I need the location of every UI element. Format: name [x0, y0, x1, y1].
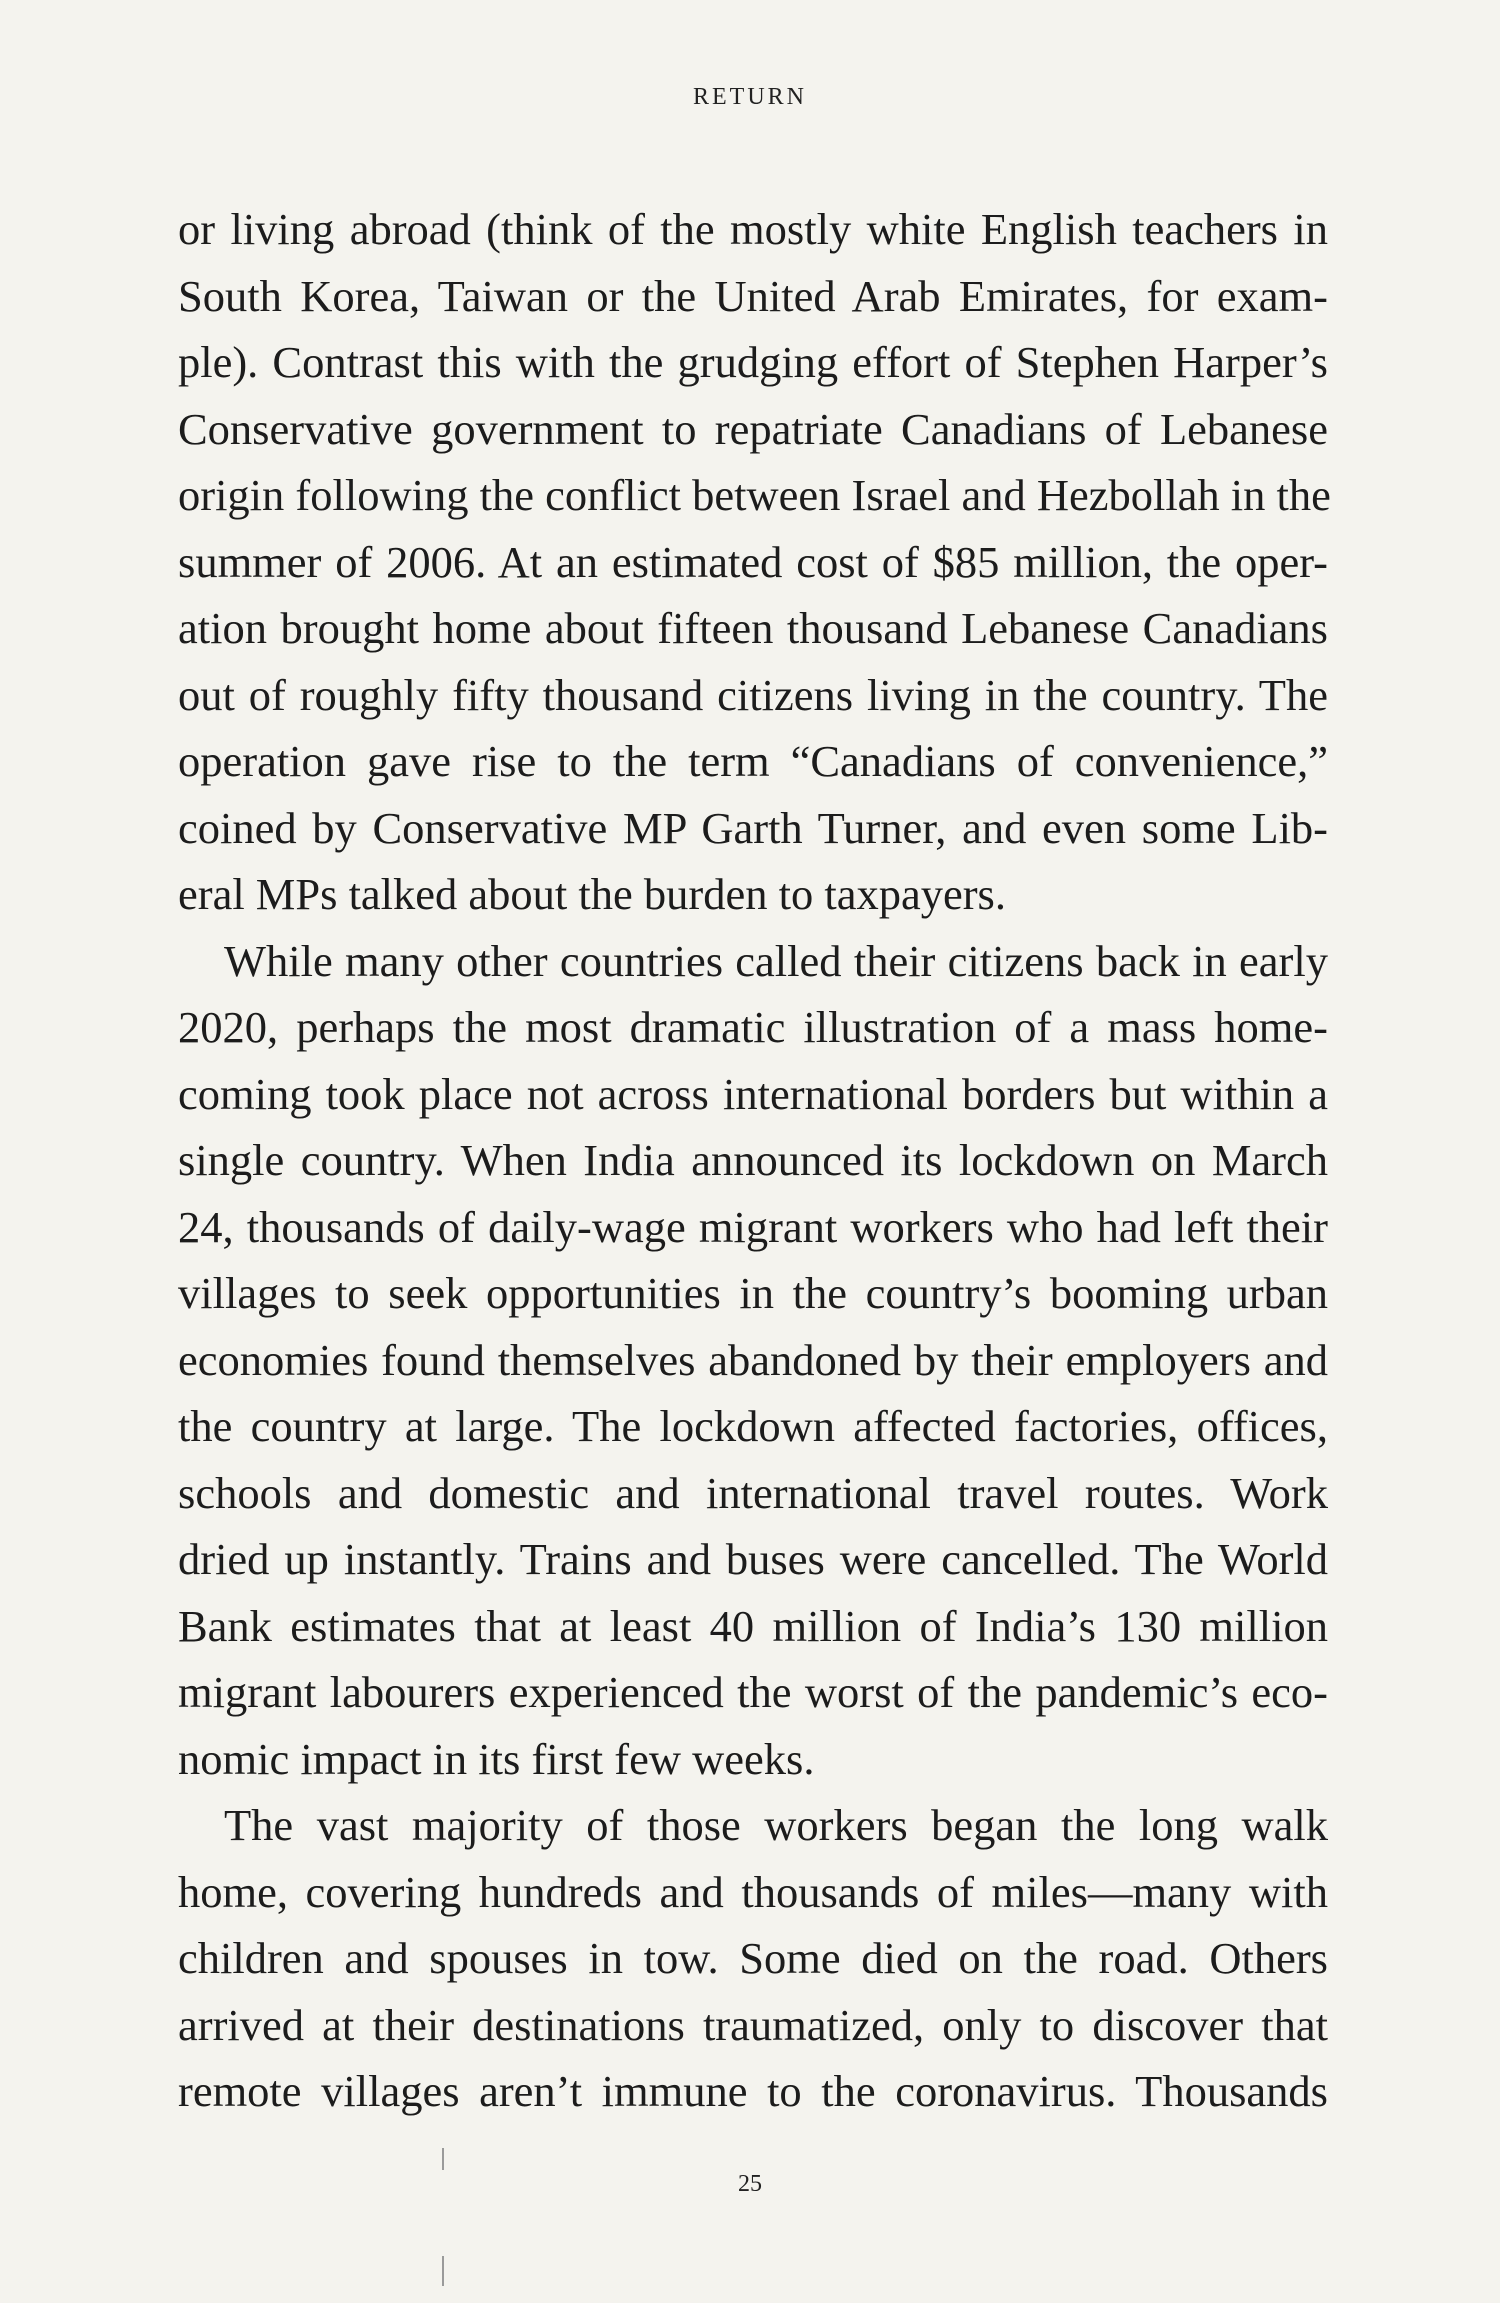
text-line: out of roughly fifty thousand citizens living in the country. The	[178, 669, 1328, 720]
text-line: home, covering hundreds and thousands of miles—many with	[178, 1866, 1328, 1917]
text-line: schools and domestic and international travel routes. Work	[178, 1467, 1328, 1518]
text-line: eral MPs talked about the burden to taxpayers.	[178, 869, 1006, 919]
text-line: summer of 2006. At an estimated cost of $85 million, the oper-	[178, 536, 1328, 587]
paragraph-1	[178, 196, 1331, 928]
text-line: coined by Conservative MP Garth Turner, and even some Lib-	[178, 802, 1328, 853]
text-line: While many other countries called their citizens back in early	[224, 935, 1328, 986]
paragraph-3	[178, 1792, 1328, 2125]
text-line: or living abroad (think of the mostly white English teachers in	[178, 204, 1328, 254]
text-line: children and spouses in tow. Some died on the road. Others	[178, 1933, 1328, 1983]
text-line: remote villages aren’t immune to the coronavirus. Thousands	[178, 2066, 1328, 2116]
text-line: nomic impact in its first few weeks.	[178, 1733, 815, 1784]
text-line: dried up instantly. Trains and buses were cancelled. The World	[178, 1534, 1328, 1584]
running-head: RETURN	[693, 84, 807, 110]
text-line: single country. When India announced its lockdown on March	[178, 1135, 1328, 1185]
text-line: Bank estimates that at least 40 million of India’s 130 million	[178, 1600, 1328, 1651]
text-line: economies found themselves abandoned by their employers and	[178, 1334, 1328, 1385]
text-line: ation brought home about fifteen thousand Lebanese Canadians	[178, 603, 1328, 653]
text-line: coming took place not across international borders but within a	[178, 1068, 1328, 1119]
body-text	[178, 196, 1331, 2125]
text-line: 24, thousands of daily-wage migrant workers who had left their	[178, 1201, 1328, 1252]
text-line: arrived at their destinations traumatized, only to discover that	[178, 1999, 1328, 2050]
text-line: the country at large. The lockdown affected factories, offices,	[178, 1401, 1328, 1451]
scan-artifact-mark	[442, 2148, 444, 2170]
text-line: The vast majority of those workers began the long walk	[224, 1800, 1328, 1850]
page-number: 25	[738, 2171, 762, 2197]
text-line: Conservative government to repatriate Canadians of Lebanese	[178, 403, 1328, 454]
text-line: villages to seek opportunities in the country’s booming urban	[178, 1268, 1328, 1318]
text-line: origin following the conflict between Israel and Hezbollah in the	[178, 470, 1331, 520]
text-line: 2020, perhaps the most dramatic illustration of a mass home-	[178, 1002, 1328, 1052]
text-line: migrant labourers experienced the worst of the pandemic’s eco-	[178, 1667, 1328, 1717]
paragraph-2	[178, 928, 1328, 1793]
text-line: South Korea, Taiwan or the United Arab Emirates, for exam-	[178, 270, 1328, 321]
text-line: ple). Contrast this with the grudging effort of Stephen Harper’s	[178, 337, 1328, 387]
scan-artifact-mark	[442, 2256, 444, 2286]
text-line: operation gave rise to the term “Canadians of convenience,”	[178, 736, 1328, 786]
